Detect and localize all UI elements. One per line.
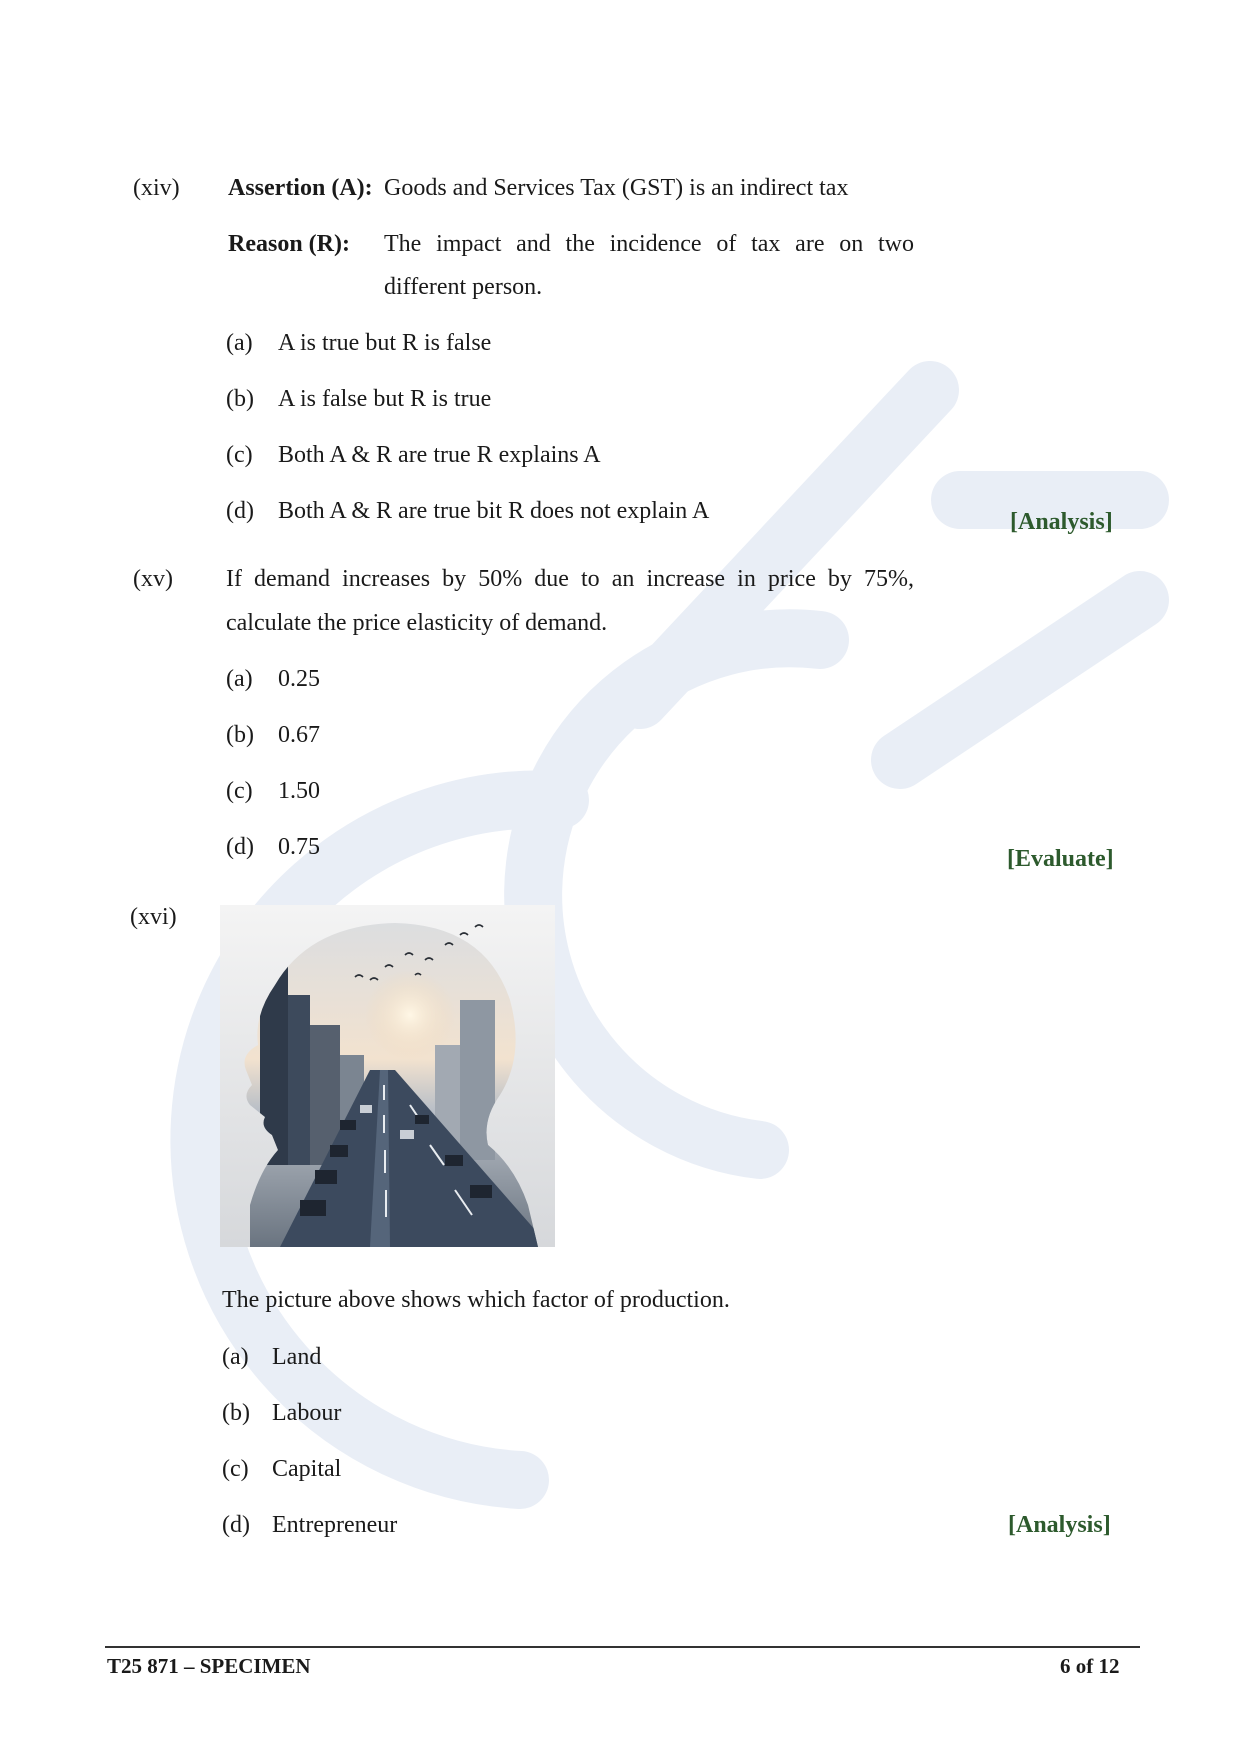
- option-label: (a): [226, 330, 253, 356]
- footer-rule: [105, 1646, 1140, 1648]
- assertion-text: Goods and Services Tax (GST) is an indirect tax: [384, 175, 849, 201]
- option-text: 0.67: [278, 722, 320, 748]
- option-text: 0.25: [278, 666, 320, 692]
- option-label: (d): [222, 1512, 250, 1538]
- option-text: A is false but R is true: [278, 386, 492, 412]
- option-text: Both A & R are true R explains A: [278, 442, 601, 468]
- option-label: (a): [222, 1344, 249, 1370]
- option-label: (b): [226, 722, 254, 748]
- reason-text-line2: different person.: [384, 274, 543, 300]
- assertion-label: Assertion (A):: [228, 175, 373, 201]
- question-number-xvi: (xvi): [130, 904, 177, 930]
- option-label: (d): [226, 834, 254, 860]
- question-stem-line2: calculate the price elasticity of demand.: [226, 610, 608, 636]
- head-silhouette-city-picture: [220, 905, 555, 1247]
- cognitive-tag-analysis: [Analysis]: [1008, 1512, 1111, 1538]
- option-label: (a): [226, 666, 253, 692]
- question-stem: The picture above shows which factor of production.: [222, 1287, 730, 1313]
- option-label: (c): [226, 778, 253, 804]
- option-text: 0.75: [278, 834, 320, 860]
- option-text: 1.50: [278, 778, 320, 804]
- question-stem-line1: If demand increases by 50% due to an increase in price by 75%,: [226, 566, 914, 592]
- question-number-xv: (xv): [133, 566, 173, 592]
- option-label: (b): [222, 1400, 250, 1426]
- cognitive-tag-analysis: [Analysis]: [1010, 509, 1113, 535]
- option-label: (c): [226, 442, 253, 468]
- option-label: (c): [222, 1456, 249, 1482]
- reason-label: Reason (R):: [228, 231, 350, 257]
- option-text: Both A & R are true bit R does not explain A: [278, 498, 710, 524]
- reason-text-line1: The impact and the incidence of tax are on two: [384, 231, 914, 257]
- option-text: A is true but R is false: [278, 330, 492, 356]
- option-text: Land: [272, 1344, 322, 1370]
- question-number-xiv: (xiv): [133, 175, 180, 201]
- option-text: Capital: [272, 1456, 342, 1482]
- option-label: (d): [226, 498, 254, 524]
- option-text: Labour: [272, 1400, 342, 1426]
- paper-code: T25 871 – SPECIMEN: [107, 1654, 311, 1678]
- cognitive-tag-evaluate: [Evaluate]: [1007, 846, 1114, 872]
- option-label: (b): [226, 386, 254, 412]
- option-text: Entrepreneur: [272, 1512, 398, 1538]
- page-number: 6 of 12: [1060, 1654, 1120, 1678]
